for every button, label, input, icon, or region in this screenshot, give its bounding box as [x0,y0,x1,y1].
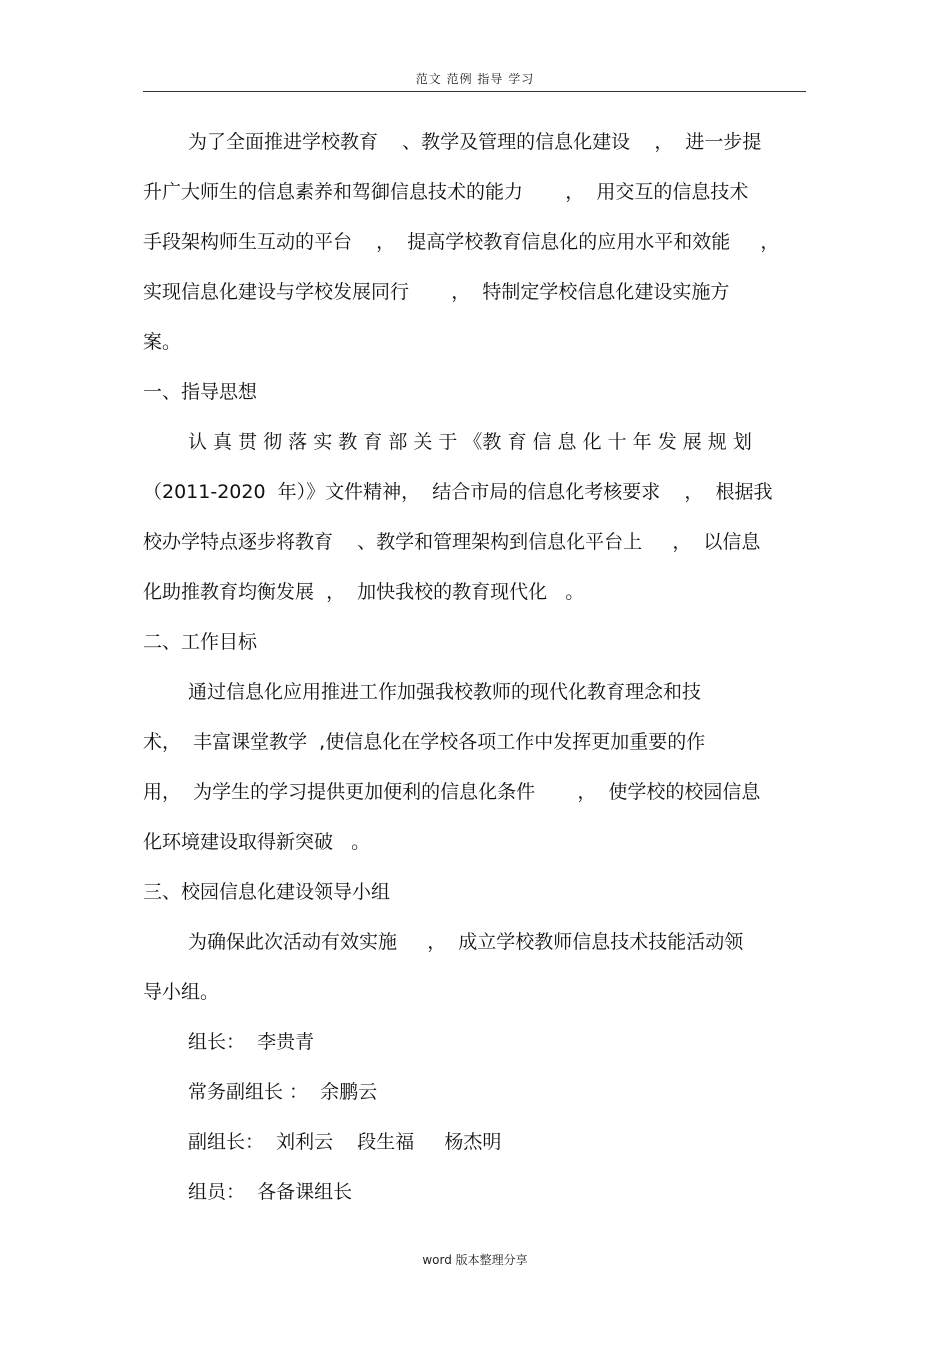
body-line-15: 化环境建设取得新突破 。 [143,831,371,853]
body-line-2: 升广大师生的信息素养和驾御信息技术的能力 ， 用交互的信息技术 [143,181,749,203]
header-text: 范文 范例 指导 学习 [415,72,535,86]
body-line-17: 为确保此次活动有效实施 ， 成立学校教师信息技术技能活动领 [188,931,744,953]
body-line-5: 案。 [143,331,182,353]
body-line-9: 校办学特点逐步将教育 、教学和管理架构到信息化平台上 ， 以信息 [143,531,761,553]
section-heading-2: 二、工作目标 [143,631,258,653]
body-line-3: 手段架构师生互动的平台 ， 提高学校教育信息化的应用水平和效能 ， [143,231,780,253]
body-line-1: 为了全面推进学校教育 、教学及管理的信息化建设 ， 进一步提 [188,131,762,153]
leader-line: 组长： 李贵青 [188,1031,315,1053]
section-heading-3: 三、校园信息化建设领导小组 [143,881,391,903]
body-line-7: 认 真 贯 彻 落 实 教 育 部 关 于 《教 育 信 息 化 十 年 发 展 规 划 [188,431,752,453]
body-line-14: 用， 为学生的学习提供更加便利的信息化条件 ， 使学校的校园信息 [143,781,761,803]
body-line-18: 导小组。 [143,981,220,1003]
page-footer: word 版本整理分享 [422,1253,528,1267]
body-line-10: 化助推教育均衡发展 ， 加快我校的教育现代化 。 [143,581,585,603]
members-line: 组员： 各备课组长 [188,1181,353,1203]
executive-deputy-line: 常务副组长 ： 余鹏云 [188,1081,378,1103]
deputy-leaders-line: 副组长： 刘利云 段生福 杨杰明 [188,1131,502,1153]
body-line-12: 通过信息化应用推进工作加强我校教师的现代化教育理念和技 [188,681,702,703]
section-heading-1: 一、指导思想 [143,381,258,403]
body-line-8: （2011-2020 年）》文件精神， 结合市局的信息化考核要求 ， 根据我 [143,481,773,503]
body-line-13: 术， 丰富课堂教学 ,使信息化在学校各项工作中发挥更加重要的作 [143,731,706,753]
header-divider [143,91,806,92]
body-line-4: 实现信息化建设与学校发展同行 ， 特制定学校信息化建设实施方 [143,281,730,303]
